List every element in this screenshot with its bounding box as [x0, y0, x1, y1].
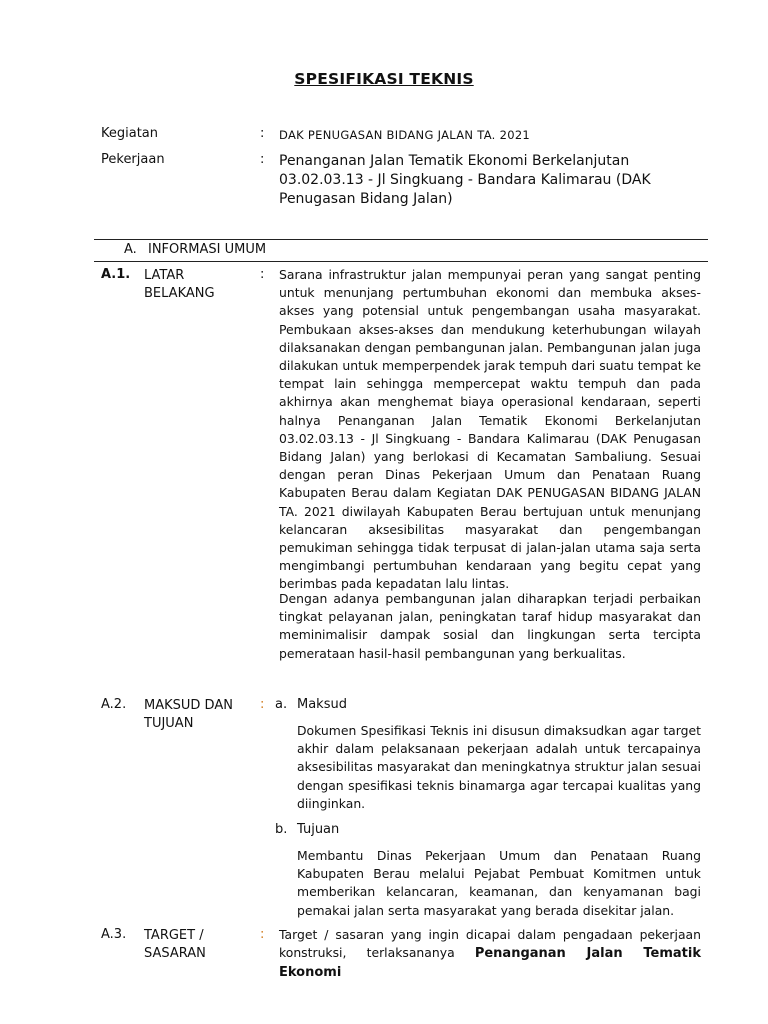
item-colon-a1: : [260, 267, 265, 282]
meta-label: Kegiatan [101, 126, 159, 141]
latar-belakang-paragraph-2: Dengan adanya pembangunan jalan diharapkan terjadi perbaikan tingkat pelayanan jalan, peningkatan taraf hidup masyarakat dan meminimalisir dampak sosial dan lingkungan serta tercipta pemerataan hasil-hasil pembangunan yang berkualitas. [279, 591, 701, 661]
meta-value: DAK PENUGASAN BIDANG JALAN TA. 2021 [279, 128, 531, 142]
item-label-a3: TARGET / SASARAN [144, 928, 206, 961]
target-text-bold: Penanganan Jalan Tematik Ekonomi [279, 946, 701, 981]
item-colon-a3: : [260, 927, 265, 942]
target-sasaran-paragraph [279, 926, 701, 983]
item-label-a2: MAKSUD DAN TUJUAN [144, 698, 233, 731]
section-top-rule [94, 239, 708, 240]
sub-marker-a: a. [275, 697, 288, 712]
tujuan-paragraph: Membantu Dinas Pekerjaan Umum dan Penataan Ruang Kabupaten Berau melalui Pejabat Pembuat Komitmen untuk memberikan kelancaran, keamanan, dan kenyamanan bagi pemakai jalan serta masyarakat yang berada disekitar jalan. [297, 848, 701, 918]
sub-marker-b: b. [275, 822, 288, 837]
meta-label: Pekerjaan [101, 152, 165, 167]
document-title: SPESIFIKASI TEKNIS [294, 70, 474, 88]
sub-title-maksud: Maksud [297, 697, 347, 712]
item-number-a2: A.2. [101, 697, 127, 712]
latar-belakang-paragraph-1: Sarana infrastruktur jalan mempunyai peran yang sangat penting untuk menunjang pertumbuhan ekonomi dan membuka akses-akses yang potensial untuk pengembangan usaha masyarakat. Pembukaan akses-akses dan mendukung keterhubungan wilayah dilaksanakan dengan pembangunan jalan. Pembangunan jalan juga dilakukan untuk memperpendek jarak tempuh dari suatu tempat ke tempat lain sehingga mempercepat waktu tempuh dan pada akhirnya akan menghemat biaya operasional kendaraan, seperti halnya Penanganan Jalan Tematik Ekonomi Berkelanjutan 03.02.03.13 - Jl Singkuang - Bandara Kalimarau (DAK Penugasan Bidang Jalan) yang berlokasi di Kecamatan Sambaliung. Sesuai dengan peran Dinas Pekerjaan Umum dan Penataan Ruang Kabupaten Berau dalam Kegiatan DAK PENUGASAN BIDANG JALAN TA. 2021 diwilayah Kabupaten Berau bertujuan untuk menunjang kelancaran aksesibilitas masyarakat dan pengembangan pemukiman sehingga tidak terpusat di jalan-jalan utama saja serta mengimbangi pertumbuhan kendaraan yang begitu cepat yang berimbas pada kepadatan lalu lintas. [279, 267, 701, 592]
item-label-a1: LATAR BELAKANG [144, 268, 215, 301]
section-heading-a [124, 242, 266, 257]
meta-colon: : [260, 152, 265, 167]
section-title: INFORMASI UMUM [148, 242, 267, 257]
meta-colon: : [260, 126, 265, 141]
item-number-a3: A.3. [101, 927, 127, 942]
sub-title-tujuan: Tujuan [297, 822, 340, 837]
target-text: Target / sasaran yang ingin dicapai dalam pengadaan pekerjaan konstruksi, terlaksananya [279, 927, 701, 961]
maksud-paragraph: Dokumen Spesifikasi Teknis ini disusun dimaksudkan agar target akhir dalam pelaksanaan pekerjaan adalah untuk tercapainya aksesibilitas masyarakat dan meningkatnya struktur jalan sesuai dengan spesifikasi teknis binamarga agar tercapai kualitas yang diinginkan. [297, 723, 701, 811]
section-bottom-rule [94, 261, 708, 262]
item-colon-a2: : [260, 697, 265, 712]
item-number-a1: A.1. [101, 267, 131, 282]
section-number: A. [124, 242, 137, 257]
meta-value: Penanganan Jalan Tematik Ekonomi Berkelanjutan 03.02.03.13 - Jl Singkuang - Bandara Kalimarau (DAK Penugasan Bidang Jalan) [279, 153, 651, 207]
